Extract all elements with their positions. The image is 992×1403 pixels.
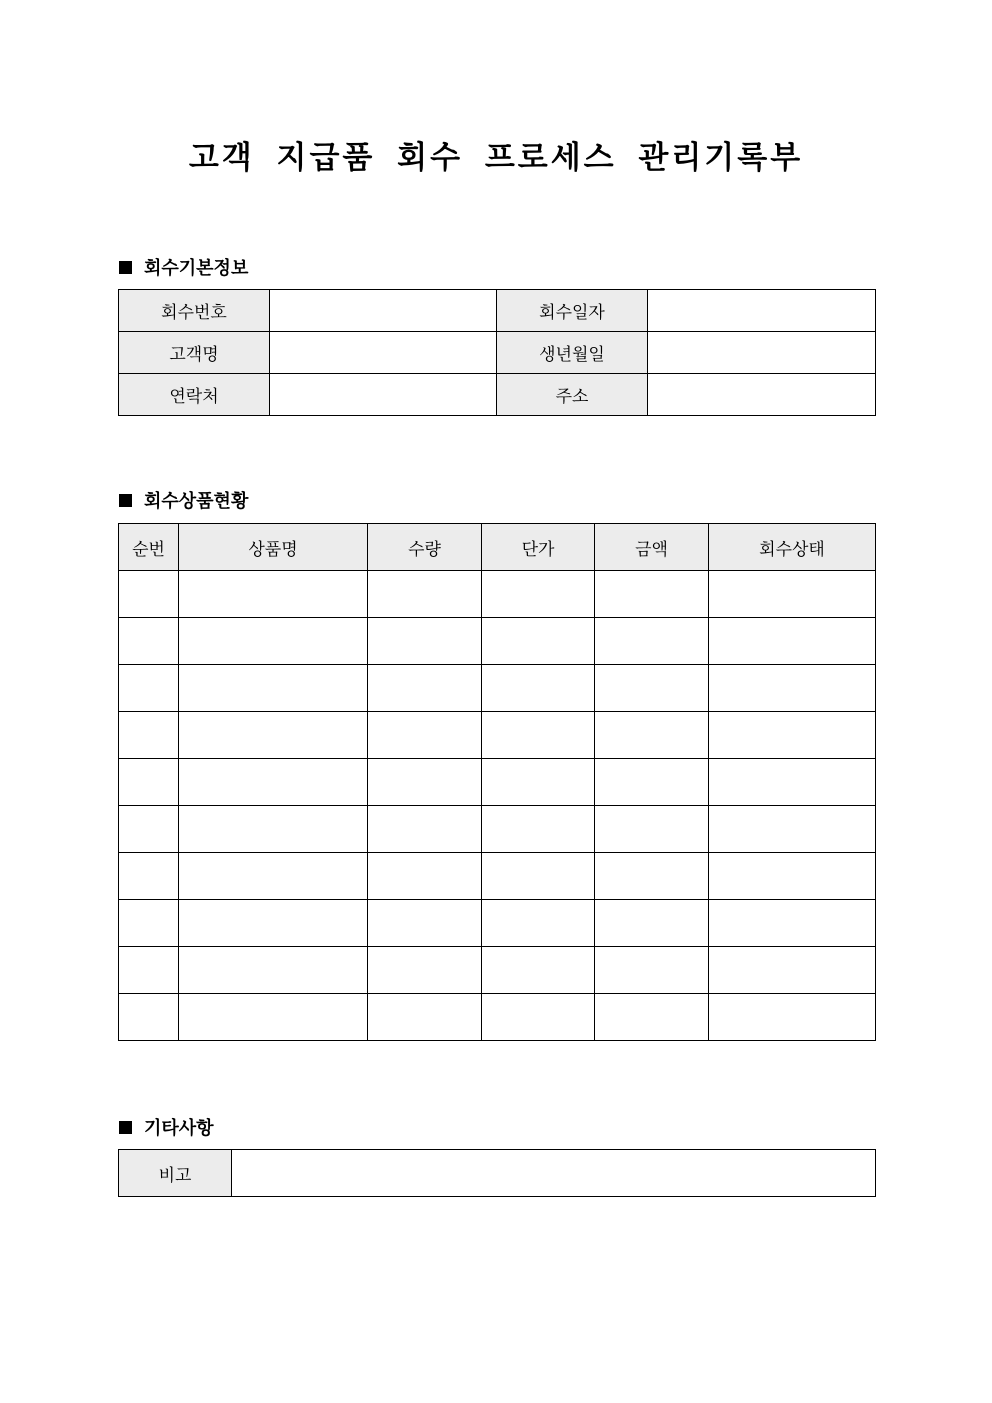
quantity-cell[interactable] <box>368 759 482 806</box>
etc-table <box>118 1149 876 1197</box>
label-collection-number: 회수번호 <box>119 290 270 332</box>
collection-status-cell[interactable] <box>709 665 876 712</box>
seq-cell[interactable] <box>119 806 179 853</box>
unit-price-cell[interactable] <box>482 571 595 618</box>
address-field[interactable] <box>648 374 876 416</box>
table-row <box>119 571 876 618</box>
unit-price-cell[interactable] <box>482 900 595 947</box>
goods-table <box>118 523 876 1041</box>
quantity-cell[interactable] <box>368 900 482 947</box>
product-name-cell[interactable] <box>179 853 368 900</box>
header-collection-status: 회수상태 <box>709 524 876 571</box>
square-bullet-icon <box>119 261 132 274</box>
section-goods-heading <box>119 487 248 513</box>
basic-info-table <box>118 289 876 416</box>
amount-cell[interactable] <box>595 947 709 994</box>
seq-cell[interactable] <box>119 618 179 665</box>
customer-name-field[interactable] <box>270 332 497 374</box>
contact-field[interactable] <box>270 374 497 416</box>
section-basic-title: 회수기본정보 <box>144 258 249 279</box>
quantity-cell[interactable] <box>368 853 482 900</box>
table-row <box>119 994 876 1041</box>
seq-cell[interactable] <box>119 900 179 947</box>
collection-status-cell[interactable] <box>709 806 876 853</box>
table-header-row <box>119 524 876 571</box>
table-row <box>119 853 876 900</box>
collection-status-cell[interactable] <box>709 712 876 759</box>
product-name-cell[interactable] <box>179 618 368 665</box>
amount-cell[interactable] <box>595 618 709 665</box>
quantity-cell[interactable] <box>368 806 482 853</box>
unit-price-cell[interactable] <box>482 994 595 1041</box>
product-name-cell[interactable] <box>179 994 368 1041</box>
seq-cell[interactable] <box>119 947 179 994</box>
collection-status-cell[interactable] <box>709 618 876 665</box>
section-etc-title: 기타사항 <box>144 1118 214 1139</box>
product-name-cell[interactable] <box>179 665 368 712</box>
header-amount: 금액 <box>595 524 709 571</box>
amount-cell[interactable] <box>595 900 709 947</box>
square-bullet-icon <box>119 1121 132 1134</box>
table-row <box>119 665 876 712</box>
table-row <box>119 290 876 332</box>
collection-status-cell[interactable] <box>709 571 876 618</box>
product-name-cell[interactable] <box>179 900 368 947</box>
product-name-cell[interactable] <box>179 571 368 618</box>
collection-status-cell[interactable] <box>709 853 876 900</box>
square-bullet-icon <box>119 494 132 507</box>
quantity-cell[interactable] <box>368 665 482 712</box>
table-row <box>119 332 876 374</box>
product-name-cell[interactable] <box>179 759 368 806</box>
table-row <box>119 900 876 947</box>
collection-status-cell[interactable] <box>709 994 876 1041</box>
table-row <box>119 374 876 416</box>
seq-cell[interactable] <box>119 571 179 618</box>
unit-price-cell[interactable] <box>482 759 595 806</box>
amount-cell[interactable] <box>595 759 709 806</box>
collection-status-cell[interactable] <box>709 900 876 947</box>
table-row <box>119 1150 876 1197</box>
label-collection-date: 회수일자 <box>497 290 648 332</box>
label-birth-date: 생년월일 <box>497 332 648 374</box>
amount-cell[interactable] <box>595 853 709 900</box>
quantity-cell[interactable] <box>368 947 482 994</box>
header-seq: 순번 <box>119 524 179 571</box>
amount-cell[interactable] <box>595 712 709 759</box>
product-name-cell[interactable] <box>179 947 368 994</box>
section-etc-heading <box>119 1114 214 1140</box>
seq-cell[interactable] <box>119 665 179 712</box>
seq-cell[interactable] <box>119 853 179 900</box>
table-row <box>119 712 876 759</box>
quantity-cell[interactable] <box>368 712 482 759</box>
amount-cell[interactable] <box>595 665 709 712</box>
header-unit-price: 단가 <box>482 524 595 571</box>
table-row <box>119 759 876 806</box>
label-remarks: 비고 <box>119 1150 232 1197</box>
collection-status-cell[interactable] <box>709 759 876 806</box>
unit-price-cell[interactable] <box>482 806 595 853</box>
seq-cell[interactable] <box>119 994 179 1041</box>
amount-cell[interactable] <box>595 806 709 853</box>
section-basic-heading <box>119 254 248 280</box>
unit-price-cell[interactable] <box>482 618 595 665</box>
unit-price-cell[interactable] <box>482 665 595 712</box>
label-address: 주소 <box>497 374 648 416</box>
collection-number-field[interactable] <box>270 290 497 332</box>
label-customer-name: 고객명 <box>119 332 270 374</box>
quantity-cell[interactable] <box>368 618 482 665</box>
amount-cell[interactable] <box>595 571 709 618</box>
amount-cell[interactable] <box>595 994 709 1041</box>
section-goods-title: 회수상품현황 <box>144 491 249 512</box>
seq-cell[interactable] <box>119 712 179 759</box>
table-row <box>119 947 876 994</box>
page-title: 고객 지급품 회수 프로세스 관리기록부 <box>188 140 804 176</box>
table-row <box>119 806 876 853</box>
collection-status-cell[interactable] <box>709 947 876 994</box>
unit-price-cell[interactable] <box>482 853 595 900</box>
table-row <box>119 618 876 665</box>
product-name-cell[interactable] <box>179 712 368 759</box>
seq-cell[interactable] <box>119 759 179 806</box>
unit-price-cell[interactable] <box>482 712 595 759</box>
remarks-field[interactable] <box>232 1150 876 1197</box>
label-contact: 연락처 <box>119 374 270 416</box>
birth-date-field[interactable] <box>648 332 876 374</box>
collection-date-field[interactable] <box>648 290 876 332</box>
quantity-cell[interactable] <box>368 571 482 618</box>
header-product-name: 상품명 <box>179 524 368 571</box>
quantity-cell[interactable] <box>368 994 482 1041</box>
product-name-cell[interactable] <box>179 806 368 853</box>
header-quantity: 수량 <box>368 524 482 571</box>
unit-price-cell[interactable] <box>482 947 595 994</box>
